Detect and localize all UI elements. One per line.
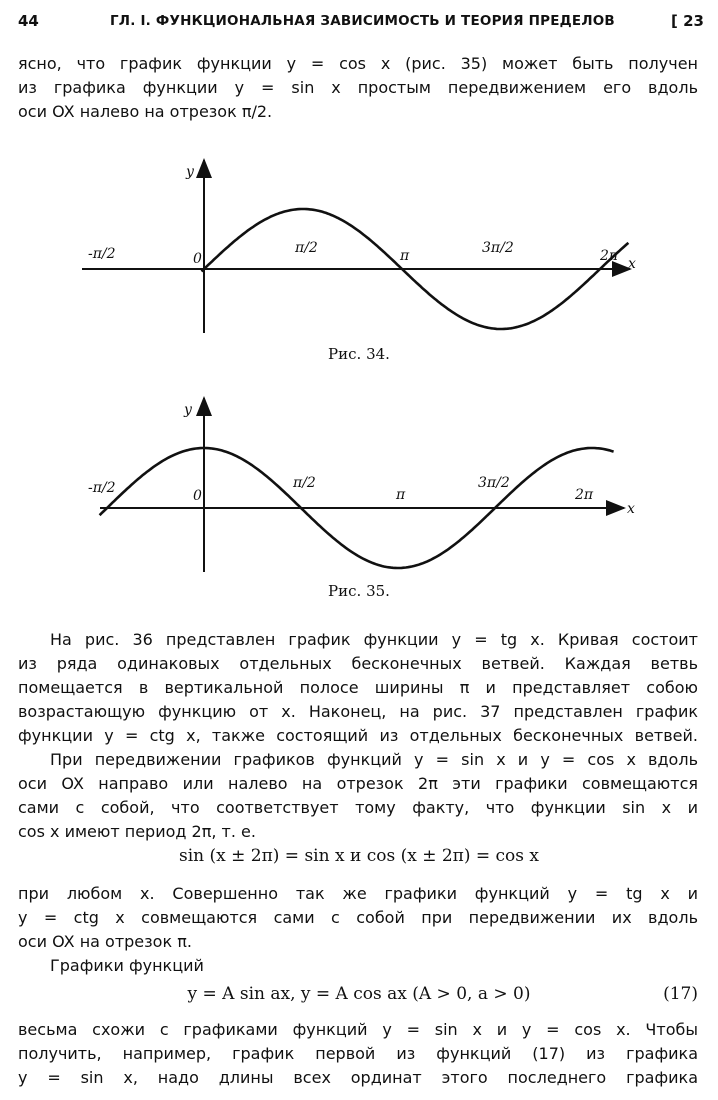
figure-35-caption: Рис. 35. [328, 582, 390, 600]
page-header [18, 12, 704, 38]
origin-label: 0 [193, 488, 202, 504]
tick-label-3pi-half: 3π/2 [478, 475, 510, 491]
text-line: сами с собой, что соответствует тому факту, что функции sin x и [18, 798, 698, 817]
tick-label-pi: π [396, 487, 406, 503]
body-paragraph [18, 628, 698, 844]
text-line: ясно, что график функции y = cos x (рис. 35) может быть получен [18, 54, 698, 73]
x-axis-label: x [627, 501, 635, 517]
origin-label: 0 [193, 251, 202, 267]
text-line: y = sin x, надо длины всех ординат этого последнего графика [18, 1068, 698, 1087]
text-line: y = ctg x совмещаются сами с собой при передвижении их вдоль [18, 908, 698, 927]
after-formula-paragraph [18, 882, 698, 978]
text-line: cos x имеют период 2π, т. е. [18, 822, 256, 841]
text-line: При передвижении графиков функций y = sin x и y = cos x вдоль [50, 750, 698, 769]
text-line: получить, например, график первой из функций (17) из графика [18, 1044, 698, 1063]
formula-17: y = A sin ax, y = A cos ax (A > 0, a > 0) [187, 984, 531, 1004]
text-line: весьма схожи с графиками функций y = sin x и y = cos x. Чтобы [18, 1020, 698, 1039]
text-line: при любом x. Совершенно так же графики функций y = tg x и [18, 884, 698, 903]
tick-label-pi-half: π/2 [293, 475, 316, 491]
tick-label-minus-pi-half: -π/2 [88, 246, 116, 262]
text-line: На рис. 36 представлен график функции y = tg x. Кривая состоит [50, 630, 698, 649]
y-axis-label: y [184, 402, 192, 418]
page-number: 44 [18, 12, 39, 30]
intro-paragraph [18, 52, 698, 124]
text-line: оси OX направо или налево на отрезок 2π эти графики совмещаются [18, 774, 698, 793]
figure-35-cosine-graph [0, 392, 718, 582]
tick-label-3pi-half: 3π/2 [482, 240, 514, 256]
tick-label-2pi: 2π [600, 248, 619, 264]
chapter-title: ГЛ. I. ФУНКЦИОНАЛЬНАЯ ЗАВИСИМОСТЬ И ТЕОРИЯ ПРЕДЕЛОВ [110, 13, 615, 29]
figure-34-caption: Рис. 34. [328, 345, 390, 363]
formula-periodicity: sin (x ± 2π) = sin x и cos (x ± 2π) = cos x [179, 846, 539, 866]
equation-number: (17) [663, 984, 698, 1004]
text-line: оси OX на отрезок π. [18, 932, 192, 951]
text-line: возрастающую функцию от x. Наконец, на рис. 37 представлен график [18, 702, 698, 721]
final-paragraph [18, 1018, 698, 1090]
x-axis-label: x [628, 256, 636, 272]
text-line: оси OX налево на отрезок π/2. [18, 102, 273, 121]
tick-label-pi: π [400, 248, 410, 264]
tick-label-minus-pi-half: -π/2 [88, 480, 116, 496]
text-line: функции y = ctg x, также состоящий из отдельных бесконечных ветвей. [18, 726, 698, 745]
tick-label-pi-half: π/2 [295, 240, 318, 256]
text-line: из ряда одинаковых отдельных бесконечных ветвей. Каждая ветвь [18, 654, 698, 673]
text-line: из графика функции y = sin x простым передвижением его вдоль [18, 78, 698, 97]
figure-34-sine-graph [0, 148, 718, 348]
section-number: [ 23 [671, 12, 704, 30]
y-axis-label: y [186, 164, 194, 180]
text-line: Графики функций [50, 956, 204, 975]
text-line: помещается в вертикальной полосе ширины π и представляет собою [18, 678, 698, 697]
tick-label-2pi: 2π [575, 487, 594, 503]
